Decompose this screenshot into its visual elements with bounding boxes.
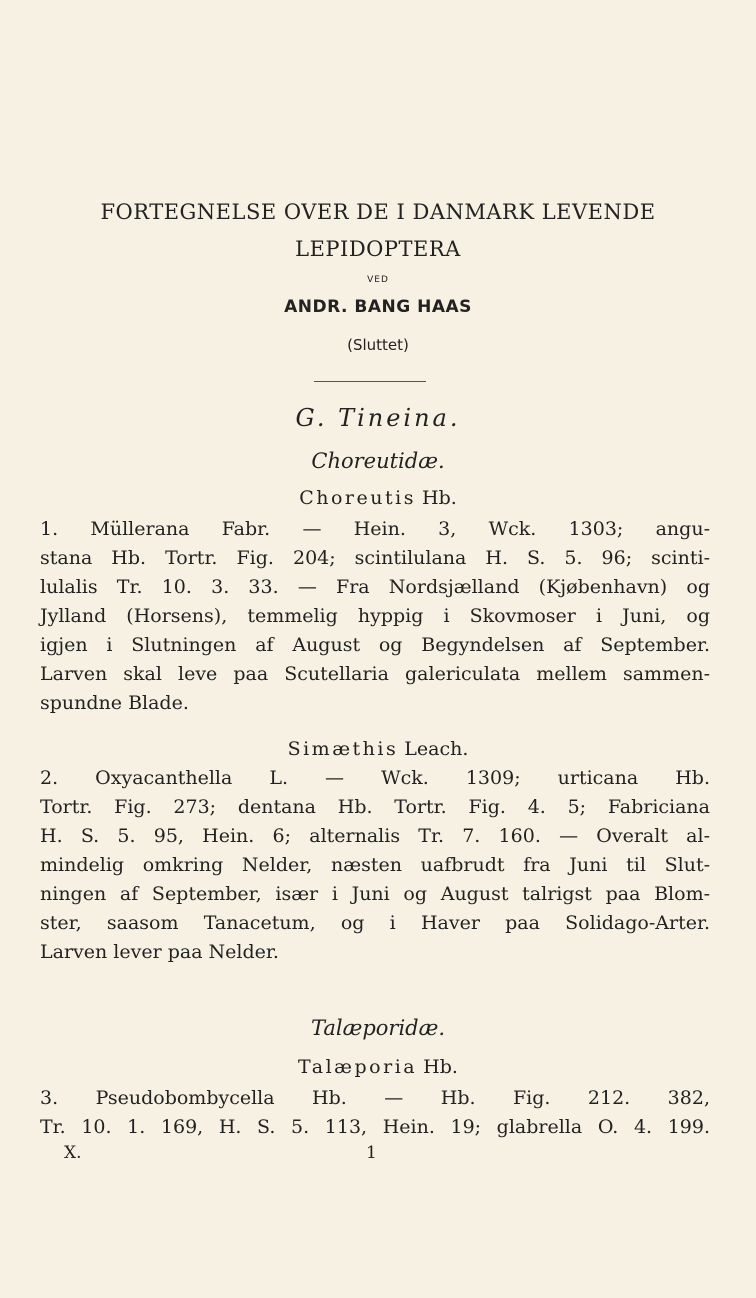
text-line: spundne Blade. <box>40 692 189 714</box>
family-heading: Choreutidæ. <box>311 449 445 473</box>
genus-name: Choreutis <box>299 487 416 509</box>
text-line: Larven lever paa Nelder. <box>40 941 279 963</box>
text-line: Tr. 10. 1. 169, H. S. 5. 113, Hein. 19; glabrella O. 4. 199. <box>40 1116 710 1138</box>
genus-heading <box>0 738 756 760</box>
signature-mark: X. <box>64 1143 82 1163</box>
divider-rule <box>314 381 426 382</box>
genus-name: Talæporia <box>298 1056 418 1078</box>
text-line: H. S. 5. 95, Hein. 6; alternalis Tr. 7. 160. — Overalt al- <box>40 825 710 847</box>
genus-name: Simæthis <box>287 738 399 760</box>
text-line: 3. Pseudobombycella Hb. — Hb. Fig. 212. 382, <box>40 1087 710 1109</box>
text-line: ningen af September, især i Juni og August talrigst paa Blom- <box>40 883 710 905</box>
author-name: ANDR. BANG HAAS <box>284 297 472 317</box>
text-line: stana Hb. Tortr. Fig. 204; scintilulana H. S. 5. 96; scinti- <box>40 547 710 569</box>
genus-author: Hb. <box>423 1056 458 1078</box>
text-line: Jylland (Horsens), temmelig hyppig i Skovmoser i Juni, og <box>40 605 710 627</box>
title-line-1: FORTEGNELSE OVER DE I DANMARK LEVENDE <box>100 200 656 224</box>
text-line: 1. Müllerana Fabr. — Hein. 3, Wck. 1303; angu- <box>40 518 710 540</box>
family-heading: Talæporidæ. <box>310 1016 446 1040</box>
text-line: lulalis Tr. 10. 3. 33. — Fra Nordsjælland (Kjøbenhavn) og <box>40 576 710 598</box>
title-line-2: LEPIDOPTERA <box>295 237 461 261</box>
genus-heading <box>0 1056 756 1078</box>
status-note: (Sluttet) <box>347 336 409 354</box>
text-line: igjen i Slutningen af August og Begyndelsen af September. <box>40 634 710 656</box>
genus-author: Leach. <box>404 738 469 760</box>
genus-heading <box>0 487 756 509</box>
genus-author: Hb. <box>422 487 457 509</box>
text-line: Tortr. Fig. 273; dentana Hb. Tortr. Fig. 4. 5; Fabriciana <box>40 796 710 818</box>
text-line: mindelig omkring Nelder, næsten uafbrudt fra Juni til Slut- <box>40 854 710 876</box>
section-heading: G. Tineina. <box>295 404 461 432</box>
text-line: ster, saasom Tanacetum, og i Haver paa Solidago-Arter. <box>40 912 710 934</box>
text-line: 2. Oxyacanthella L. — Wck. 1309; urticana Hb. <box>40 767 710 789</box>
text-line: Larven skal leve paa Scutellaria galericulata mellem sammen- <box>40 663 710 685</box>
ved-label: VED <box>367 275 389 285</box>
sheet-number: 1 <box>366 1143 377 1163</box>
